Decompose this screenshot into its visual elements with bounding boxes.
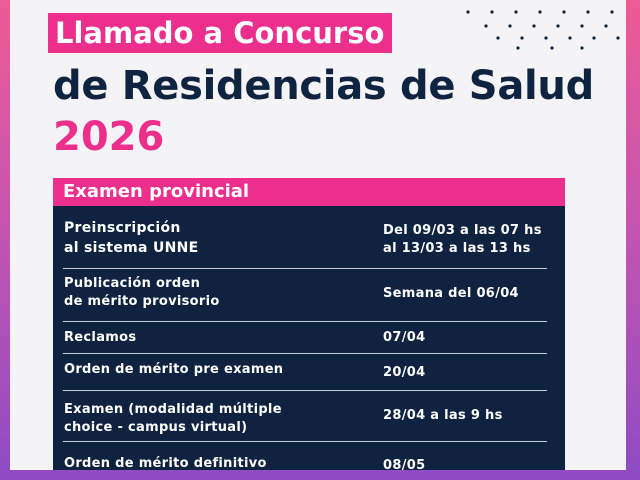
row-value: 07/04 <box>383 330 426 345</box>
row-value: 20/04 <box>383 365 426 380</box>
row-label: Orden de mérito definitivo <box>64 456 267 470</box>
row-label: Publicación orden de mérito provisorio <box>64 276 220 309</box>
row-value: Del 09/03 a las 07 hs al 13/03 a las 13 hs <box>383 223 542 256</box>
row-value: Semana del 06/04 <box>383 286 519 301</box>
table-row <box>63 391 547 442</box>
row-value: 08/05 <box>383 458 426 470</box>
table-row <box>63 206 547 269</box>
decorative-dots <box>460 8 626 56</box>
table-row <box>63 269 547 322</box>
title-line-2: de Residencias de Salud <box>53 63 594 109</box>
row-label: Orden de mérito pre examen <box>64 362 284 377</box>
row-value: 28/04 a las 9 hs <box>383 408 503 423</box>
poster-card <box>10 0 626 470</box>
table-row <box>63 354 547 391</box>
title-year: 2026 <box>53 114 165 160</box>
schedule-table <box>53 178 565 470</box>
table-row <box>63 442 547 470</box>
row-label: Reclamos <box>64 330 137 345</box>
table-header: Examen provincial <box>53 178 565 206</box>
row-label: Preinscripción al sistema UNNE <box>64 220 199 256</box>
table-row <box>63 322 547 354</box>
row-label: Examen (modalidad múltiple choice - campus virtual) <box>64 402 282 435</box>
title-line-1: Llamado a Concurso <box>48 13 392 53</box>
